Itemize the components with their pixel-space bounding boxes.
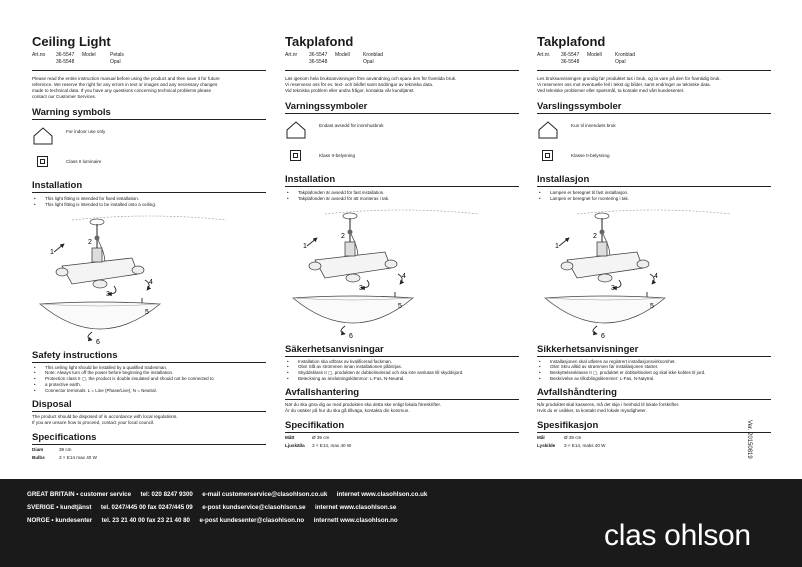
step-label: 5 <box>650 302 654 310</box>
list-item: • Beskyttelsesklasse II ▢, produktet er dobbeltisolert og skal ikke kobles til jord. <box>537 370 771 376</box>
list-item: • Installasjonen skal utføres av registrert installasjonsvirksomhet. <box>537 359 771 365</box>
intro-line: Vi reserverer oss mot eventuelle feil i tekst og bilder, samt endringer av tekniske data. <box>537 82 711 87</box>
divider <box>285 186 519 187</box>
installation-diagram <box>32 214 266 350</box>
intro-line: Les bruksanvisningen grundig før produktet tas i bruk, og ta vare på den for framtidig bruk. <box>537 76 721 81</box>
safety-list <box>285 359 519 382</box>
indoor-use-label: Endast avsedd för inomhusbruk <box>319 123 384 128</box>
footer-email[interactable]: e-mail customerservice@clasohlson.co.uk <box>202 491 328 498</box>
list-item: • Obs! Slå av strömmen innan installationen påbörjas. <box>285 364 519 370</box>
footer-tel: tel. 0247/445 00 fax 0247/445 09 <box>100 504 193 511</box>
indoor-use-label: For indoor use only <box>66 129 106 134</box>
step-label: 1 <box>555 242 559 250</box>
installation-title: Installation <box>285 174 336 185</box>
step-label: 4 <box>402 272 406 280</box>
spec-key: Mål <box>537 434 545 440</box>
installation-list <box>32 196 266 208</box>
art-number: 36-5548 <box>309 59 328 65</box>
disposal-line: Är du osäker på hur du ska gå tillväga, kontakta din kommun. <box>285 407 410 413</box>
disposal-title: Avfallshantering <box>285 386 360 398</box>
warning-symbols <box>32 124 266 180</box>
spec-row <box>537 442 771 450</box>
product-title: Takplafond <box>537 34 606 49</box>
list-item: • Beskrivelse av tilkoblingsklemmer: L-Fas, N-Nøytral. <box>537 376 771 382</box>
divider <box>537 399 771 400</box>
spec-row <box>285 434 519 442</box>
spec-row <box>285 442 519 450</box>
footer-row-no: NORGE • kundesenter tel. 23 21 40 00 fax 23 21 40 80 e-post kundesenter@clasohlson.no internett www.clasohlson.no <box>27 517 398 524</box>
art-number: 36-5547 <box>309 52 328 58</box>
illustration <box>285 208 519 344</box>
model-label <box>82 59 110 66</box>
intro-text <box>32 76 266 100</box>
safety-list <box>32 365 266 394</box>
disposal-line: If you are unsure how to proceed, contact your local council. <box>32 419 155 425</box>
art-number: 36-5547 <box>561 52 580 58</box>
list-item: • Skyddsklass II ▢, produkten är dubbelisolerad och ska inte anslutas till skyddsjord. <box>285 370 519 376</box>
list-item: • Note: Always turn off the power before beginning the installation. <box>32 370 266 376</box>
art-label: Art.nr. <box>537 52 551 58</box>
intro-line: Läs igenom hela bruksanvisningen före användning och spara den för framtida bruk. <box>285 76 457 81</box>
model-name: Opal <box>363 59 374 65</box>
class-ii-label: Klasse II-belysning <box>571 153 610 158</box>
footer-web[interactable]: internet www.clasohlson.co.uk <box>336 491 428 498</box>
disposal-line: Hvis du er usikker, ta kontakt med lokale myndigheter. <box>537 407 647 413</box>
list-item: • Protection class II ▢, the product is double insulated and should not be connected to <box>32 376 266 382</box>
language-column <box>285 34 519 450</box>
model-label: Modell <box>587 52 602 58</box>
footer-row-gb: GREAT BRITAIN • customer service tel: 020 8247 9300 e-mail customerservice@clasohlson.co.uk internet www.clasohlson.co.uk <box>27 491 428 498</box>
safety-list <box>537 359 771 382</box>
divider <box>32 70 266 71</box>
disposal-title: Avfallshåndtering <box>537 386 617 398</box>
divider <box>285 432 519 433</box>
clas-ohlson-logo: clas ohlson <box>604 519 751 552</box>
spec-value: 39 cm <box>59 446 72 452</box>
installation-diagram <box>285 208 519 344</box>
version-label: Ver. 20150819 <box>746 420 752 459</box>
footer-tel: tel: 020 8247 9300 <box>140 491 193 498</box>
art-label: Art.no <box>32 52 46 58</box>
language-column <box>32 34 266 462</box>
installation-list <box>537 190 771 202</box>
divider <box>32 362 266 363</box>
list-item: • Lampen er beregnet til fast installasjon. <box>537 190 771 196</box>
step-label: 4 <box>149 278 153 286</box>
footer-web[interactable]: internett www.clasohlson.no <box>313 517 398 524</box>
divider <box>32 444 266 445</box>
spec-row <box>537 434 771 442</box>
list-item: • Lampen er beregnet for montering i tak. <box>537 196 771 202</box>
step-label: 1 <box>303 242 307 250</box>
list-item: • Takplafonden är avsedd för att monteras i tak. <box>285 196 519 202</box>
divider <box>285 399 519 400</box>
step-label: 6 <box>349 332 353 340</box>
model-name: Opal <box>110 59 121 65</box>
intro-line: Vid tekniska problem eller andra frågor, kontakta vår kundtjänst. <box>285 88 415 93</box>
spec-row <box>32 454 266 462</box>
language-column <box>537 34 771 450</box>
footer-service: kundtjänst <box>60 504 92 511</box>
spec-value: 3 × E14, max 40 W <box>312 442 352 448</box>
step-label: 3 <box>106 290 110 298</box>
spec-key: Bulbs <box>32 454 45 460</box>
step-label: 5 <box>398 302 402 310</box>
art-number: 36-5548 <box>561 59 580 65</box>
model-label <box>587 59 615 66</box>
spec-table <box>285 434 519 450</box>
divider <box>285 356 519 357</box>
house-icon <box>537 120 559 140</box>
spec-row <box>32 446 266 454</box>
spec-title: Specifikation <box>285 419 345 431</box>
step-label: 2 <box>341 232 345 240</box>
installation-title: Installasjon <box>537 174 590 185</box>
installation-title: Installation <box>32 180 83 191</box>
product-title: Ceiling Light <box>32 34 111 49</box>
art-label <box>285 59 309 66</box>
spec-title: Spesifikasjon <box>537 419 599 431</box>
step-label: 3 <box>359 284 363 292</box>
list-item: • Connector terminals: L = Line (Phase/Live), N = Neutral. <box>32 388 266 394</box>
list-item: • Beteckning av anslutningsklämmor: L-Fas, N-Neutral. <box>285 376 519 382</box>
safety-title: Säkerhetsanvisningar <box>285 343 384 355</box>
warning-title: Warning symbols <box>32 107 111 118</box>
step-label: 5 <box>145 308 149 316</box>
list-item: • a protective earth. <box>32 382 266 388</box>
indoor-use-label: Kun til innendørs bruk <box>571 123 616 128</box>
list-item: • Installation ska utföras av kvalificerad fackman. <box>285 359 519 365</box>
footer-service: kundesenter <box>55 517 93 524</box>
intro-line: made to technical data. If you have any questions concerning technical problems please <box>32 88 212 93</box>
list-item: • This light fitting is intended to be installed onto a ceiling. <box>32 202 266 208</box>
house-icon <box>32 126 54 146</box>
list-item: • Obs! Skru alltid av strømmen før installasjonen starter. <box>537 364 771 370</box>
model-name: Kronblad <box>615 52 636 58</box>
spec-key: Ljuskälla <box>285 442 305 448</box>
model-label: Modell <box>335 52 350 58</box>
model-name: Petals <box>110 52 124 58</box>
intro-line: Please read the entire instruction manual before using the product and then save it for future <box>32 76 220 81</box>
spec-value: 3 × E14, maks 40 W <box>564 442 606 448</box>
spec-key: Mått <box>285 434 295 440</box>
intro-line: Ved tekniske problemer eller spørsmål, ta kontakt med vårt kundesenter. <box>537 88 685 93</box>
footer-service: customer service <box>80 491 132 498</box>
intro-line: reference. We reserve the right for any errors in text or images and any necessary changes <box>32 82 218 87</box>
model-label <box>335 59 363 66</box>
model-name: Kronblad <box>363 52 384 58</box>
divider <box>285 113 519 114</box>
divider <box>537 432 771 433</box>
safety-title: Sikkerhetsanvisninger <box>537 343 639 355</box>
installation-list <box>285 190 519 202</box>
list-item: • This light fitting is intended for fixed installation. <box>32 196 266 202</box>
footer-country: NORGE <box>27 517 50 524</box>
step-label: 6 <box>601 332 605 340</box>
article-info <box>537 52 771 66</box>
warning-symbols <box>537 118 771 174</box>
spec-table <box>537 434 771 450</box>
footer-email[interactable]: e-post kundesenter@clasohlson.no <box>199 517 305 524</box>
installation-diagram <box>537 208 771 344</box>
class-ii-icon <box>37 156 48 167</box>
footer-row-se: SVERIGE • kundtjänst tel. 0247/445 00 fax 0247/445 09 e-post kundservice@clasohlson.se internet www.clasohlson.se <box>27 504 397 511</box>
step-label: 2 <box>593 232 597 240</box>
step-label: 2 <box>88 238 92 246</box>
house-icon <box>285 120 307 140</box>
spec-value: Ø 39 cm <box>564 434 582 440</box>
disposal-line: När du ska göra dig av med produkten ska detta ske enligt lokala föreskrifter. <box>285 401 442 407</box>
step-label: 4 <box>654 272 658 280</box>
model-label: Model <box>82 52 96 58</box>
divider <box>32 192 266 193</box>
class-ii-icon <box>542 150 553 161</box>
step-label: 6 <box>96 338 100 346</box>
art-number: 36-5547 <box>56 52 75 58</box>
divider <box>537 113 771 114</box>
spec-value: 3 × E14 max 40 W <box>59 454 97 460</box>
footer-country: SVERIGE <box>27 504 55 511</box>
divider <box>285 70 519 71</box>
step-label: 3 <box>611 284 615 292</box>
model-name: Opal <box>615 59 626 65</box>
spec-key: Diam <box>32 446 44 452</box>
footer-email[interactable]: e-post kundservice@clasohlson.se <box>202 504 306 511</box>
spec-table <box>32 446 266 462</box>
intro-line: contact our Customer Services. <box>32 94 97 99</box>
art-label <box>537 59 561 66</box>
class-ii-label: Klass II-belysning <box>319 153 356 158</box>
divider <box>32 119 266 120</box>
product-title: Takplafond <box>285 34 354 49</box>
list-item: • This ceiling light should be installed by a qualified tradesman. <box>32 365 266 371</box>
safety-title: Safety instructions <box>32 349 118 361</box>
list-item: • Takplafonden är avsedd för fast installation. <box>285 190 519 196</box>
class-ii-icon <box>290 150 301 161</box>
spec-key: Lyskilde <box>537 442 556 448</box>
warning-title: Varslingssymboler <box>537 101 622 112</box>
art-label: Art.nr <box>285 52 298 58</box>
art-label <box>32 59 56 66</box>
footer-tel: tel. 23 21 40 00 fax 23 21 40 80 <box>101 517 190 524</box>
intro-line: Vi reserverar oss för ev. text- och bildfel samt ändringar av tekniska data. <box>285 82 434 87</box>
footer-web[interactable]: internet www.clasohlson.se <box>315 504 397 511</box>
warning-symbols <box>285 118 519 174</box>
spec-title: Specifications <box>32 431 97 443</box>
divider <box>537 70 771 71</box>
disposal-line: Når produktet skal kasseres, må det skje i henhold til lokale forskrifter. <box>537 401 680 407</box>
spec-value: Ø 39 cm <box>312 434 330 440</box>
footer <box>0 479 802 567</box>
divider <box>32 411 266 412</box>
illustration <box>32 214 266 350</box>
intro-text <box>285 76 519 94</box>
footer-country: GREAT BRITAIN <box>27 491 75 498</box>
disposal-title: Disposal <box>32 398 72 410</box>
divider <box>537 186 771 187</box>
divider <box>537 356 771 357</box>
warning-title: Varningssymboler <box>285 101 368 112</box>
step-label: 1 <box>50 248 54 256</box>
article-info <box>285 52 519 66</box>
class-ii-label: Class II luminaire <box>66 159 102 164</box>
intro-text <box>537 76 771 94</box>
article-info <box>32 52 266 66</box>
disposal-line: The product should be disposed of in accordance with local regulations. <box>32 413 178 419</box>
illustration <box>537 208 771 344</box>
art-number: 36-5548 <box>56 59 75 65</box>
